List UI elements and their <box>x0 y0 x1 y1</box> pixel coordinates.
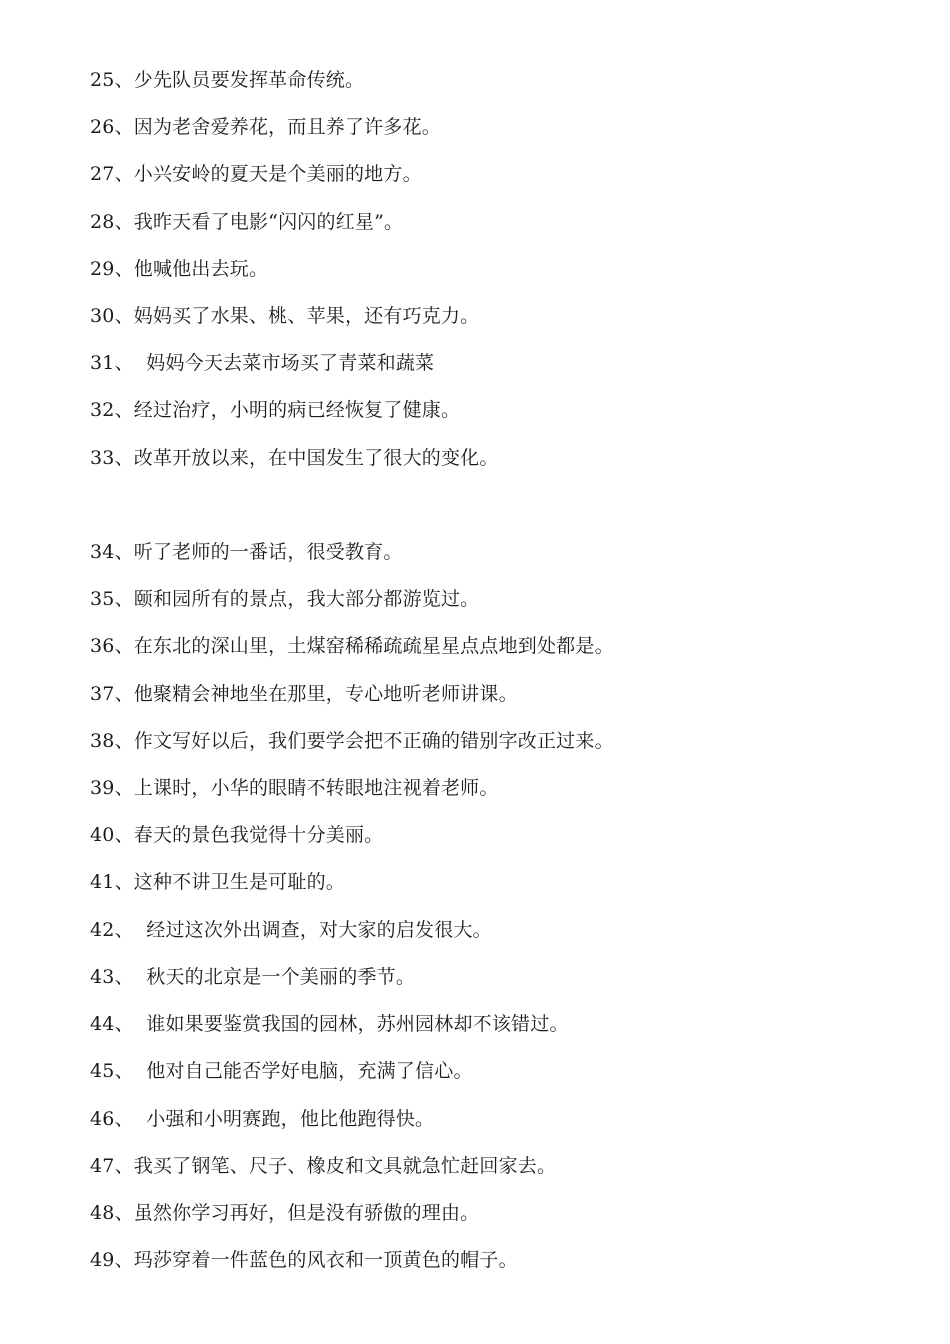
sentence-line-29: 29、他喊他出去玩。 <box>90 258 269 280</box>
sentence-line-46: 46、 小强和小明赛跑，他比他跑得快。 <box>90 1108 435 1130</box>
sentence-line-33: 33、改革开放以来，在中国发生了很大的变化。 <box>90 447 499 469</box>
sentence-line-26: 26、因为老舍爱养花，而且养了许多花。 <box>90 116 441 138</box>
sentence-line-25: 25、少先队员要发挥革命传统。 <box>90 69 365 91</box>
sentence-line-36: 36、在东北的深山里，土煤窑稀稀疏疏星星点点地到处都是。 <box>90 635 614 657</box>
sentence-line-49: 49、玛莎穿着一件蓝色的风衣和一顶黄色的帽子。 <box>90 1249 518 1271</box>
sentence-line-40: 40、春天的景色我觉得十分美丽。 <box>90 824 384 846</box>
sentence-line-27: 27、小兴安岭的夏天是个美丽的地方。 <box>90 163 422 185</box>
sentence-line-45: 45、 他对自己能否学好电脑，充满了信心。 <box>90 1060 473 1082</box>
sentence-line-47: 47、我买了钢笔、尺子、橡皮和文具就急忙赶回家去。 <box>90 1155 557 1177</box>
sentence-line-43: 43、 秋天的北京是一个美丽的季节。 <box>90 966 416 988</box>
sentence-line-39: 39、上课时，小华的眼睛不转眼地注视着老师。 <box>90 777 499 799</box>
sentence-line-42: 42、 经过这次外出调查，对大家的启发很大。 <box>90 919 492 941</box>
sentence-line-35: 35、颐和园所有的景点，我大部分都游览过。 <box>90 588 480 610</box>
sentence-line-37: 37、他聚精会神地坐在那里，专心地听老师讲课。 <box>90 683 518 705</box>
sentence-line-38: 38、作文写好以后，我们要学会把不正确的错别字改正过来。 <box>90 730 614 752</box>
sentence-line-44: 44、 谁如果要鉴赏我国的园林，苏州园林却不该错过。 <box>90 1013 569 1035</box>
sentence-line-41: 41、这种不讲卫生是可耻的。 <box>90 871 345 893</box>
sentence-line-28: 28、我昨天看了电影“闪闪的红星”。 <box>90 211 404 233</box>
sentence-line-31: 31、 妈妈今天去菜市场买了青菜和蔬菜 <box>90 352 435 374</box>
sentence-line-48: 48、虽然你学习再好，但是没有骄傲的理由。 <box>90 1202 480 1224</box>
sentence-line-30: 30、妈妈买了水果、桃、苹果，还有巧克力。 <box>90 305 480 327</box>
sentence-line-34: 34、听了老师的一番话，很受教育。 <box>90 541 403 563</box>
sentence-line-32: 32、经过治疗，小明的病已经恢复了健康。 <box>90 399 461 421</box>
